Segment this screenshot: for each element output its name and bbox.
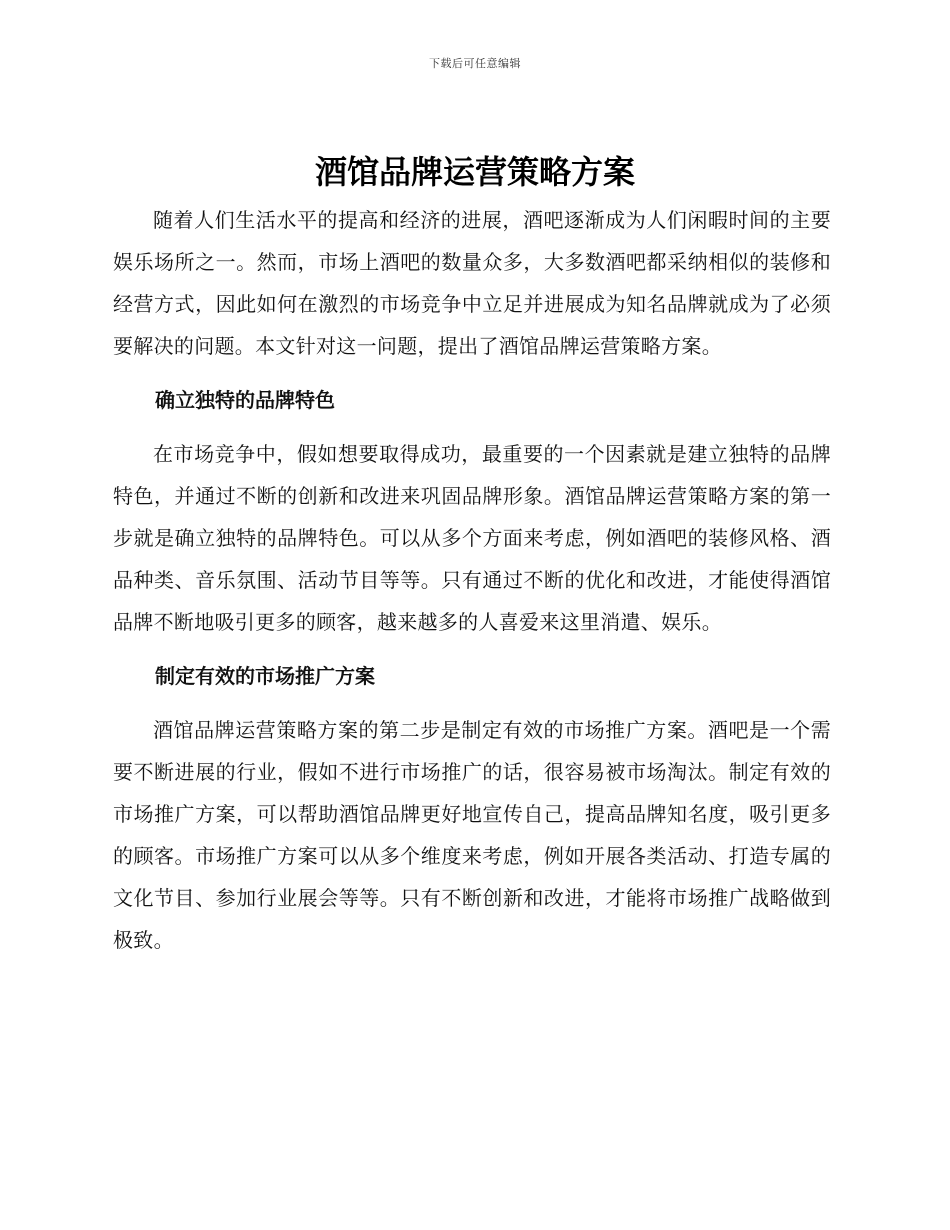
section-heading-brand-identity: 确立独特的品牌特色: [155, 388, 335, 412]
section-body-marketing-plan: 酒馆品牌运营策略方案的第二步是制定有效的市场推广方案。酒吧是一个需要不断进展的行业，假如不进行市场推广的话，很容易被市场淘汰。制定有效的市场推广方案，可以帮助酒馆品牌更好地宣传自己，提高品牌知名度，吸引更多的顾客。市场推广方案可以从多个维度来考虑，例如开展各类活动、打造专属的文化节目、参加行业展会等等。只有不断创新和改进，才能将市场推广战略做到极致。: [113, 718, 831, 952]
document-body: [113, 199, 831, 961]
document-title: 酒馆品牌运营策略方案: [314, 153, 635, 191]
section-body-brand-identity: 在市场竞争中，假如想要取得成功，最重要的一个因素就是建立独特的品牌特色，并通过不断的创新和改进来巩固品牌形象。酒馆品牌运营策略方案的第一步就是确立独特的品牌特色。可以从多个方面来考虑，例如酒吧的装修风格、酒品种类、音乐氛围、活动节目等等。只有通过不断的优化和改进，才能使得酒馆品牌不断地吸引更多的顾客，越来越多的人喜爱来这里消遣、娱乐。: [113, 442, 831, 634]
section-heading-marketing-plan: 制定有效的市场推广方案: [155, 664, 375, 688]
intro-paragraph: 随着人们生活水平的提高和经济的进展，酒吧逐渐成为人们闲暇时间的主要娱乐场所之一。然而，市场上酒吧的数量众多，大多数酒吧都采纳相似的装修和经营方式，因此如何在激烈的市场竞争中立足并进展成为知名品牌就成为了必须要解决的问题。本文针对这一问题，提出了酒馆品牌运营策略方案。: [113, 208, 831, 358]
header-note: 下载后可任意编辑: [429, 57, 521, 70]
